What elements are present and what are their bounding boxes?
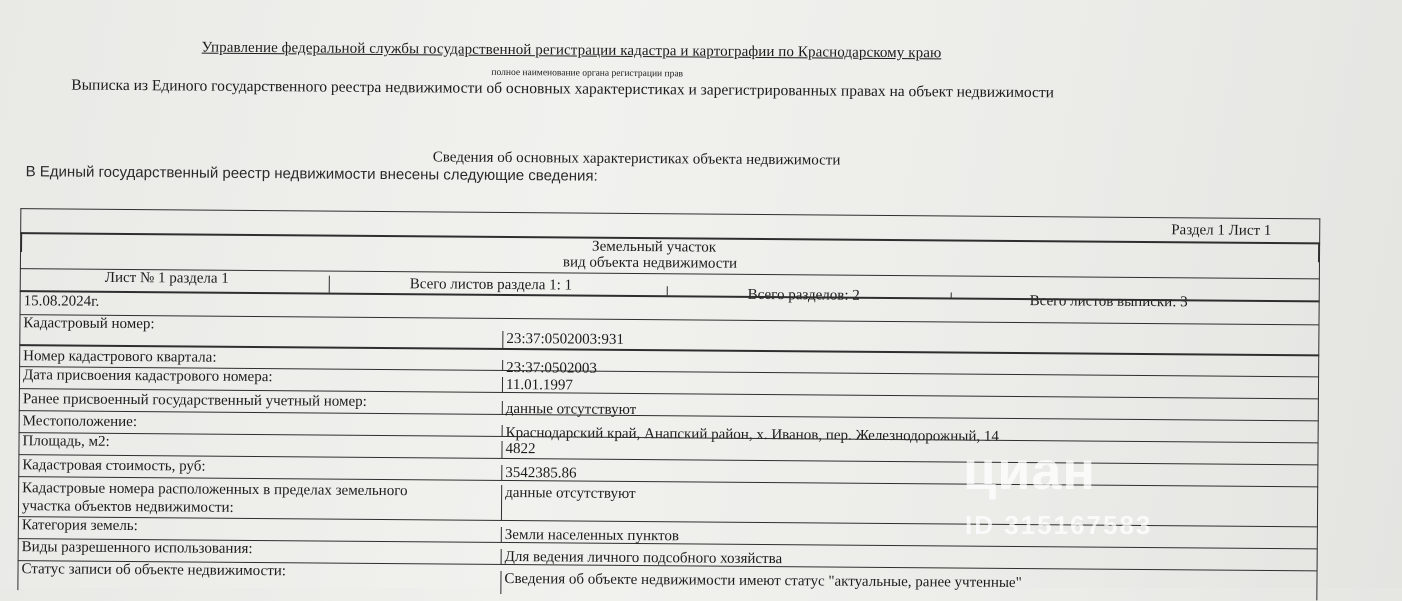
object-type-caption: вид объекта недвижимости	[562, 254, 738, 272]
listing-id: ID 315167583	[965, 510, 1153, 540]
row-label-line: участка объектов недвижимости:	[21, 498, 234, 516]
row-value: 3542385.86	[501, 465, 1323, 486]
extract-date: 15.08.2024г.	[23, 293, 100, 310]
section-sheet-label: Раздел 1 Лист 1	[1171, 222, 1272, 239]
row-label: Местоположение:	[22, 413, 138, 431]
row-label: Статус записи об объекте недвижимости:	[21, 561, 287, 580]
cadastral-number: 23:37:0502003:931	[502, 331, 1324, 354]
row-label	[19, 479, 502, 520]
total-sections: Всего разделов: 2	[667, 286, 1038, 298]
total-sheets-section: Всего листов раздела 1: 1	[329, 276, 750, 296]
row-label: Дата присвоения кадастрового номера:	[22, 367, 273, 386]
row-value: 23:37:0502003	[502, 360, 1324, 376]
organization-caption: полное наименование органа регистрации прав	[491, 67, 684, 80]
cian-logo: циан	[963, 441, 1097, 501]
row-label-line: Кадастровые номера расположенных в пределах земельного	[22, 480, 408, 500]
row-value: Земли населенных пунктов	[501, 527, 1323, 548]
section-title: Сведения об основных характеристиках объекта недвижимости	[432, 149, 841, 169]
row-value: 11.01.1997	[502, 377, 1324, 398]
row-value: данные отсутствуют	[501, 485, 1323, 526]
row-value: 4822	[501, 441, 1323, 464]
document-title: Выписка из Единого государственного реестра недвижимости об основных характеристиках и зарегистрированных правах на объект недвижимости	[71, 76, 1055, 102]
row-value: данные отсутствуют	[502, 401, 1324, 420]
row-value: Сведения об объекте недвижимости имеют статус "актуальные, ранее учтенные"	[500, 571, 1322, 600]
sheet-number: Лист № 1 раздела 1	[104, 269, 229, 287]
organization-name: Управление федеральной службы государственной регистрации кадастра и картографии по Краснодарскому краю	[201, 39, 942, 62]
object-type: Земельный участок	[592, 238, 717, 256]
row-label: Номер кадастрового квартала:	[23, 348, 217, 366]
row-label: Виды разрешенного использования:	[21, 539, 253, 558]
row-label: Категория земель:	[21, 517, 138, 535]
row-label: Кадастровый номер:	[23, 315, 155, 333]
row-value: Для ведения личного подсобного хозяйства	[501, 549, 1323, 570]
row-label: Площадь, м2:	[22, 433, 110, 450]
row-value: Краснодарский край, Анапский район, х. Иванов, пер. Железнодорожный, 14	[502, 425, 1324, 442]
total-sheets-extract: Всего листов выписки: 3	[951, 292, 1400, 301]
row-label: Кадастровая стоимость, руб:	[22, 457, 206, 475]
row-label: Ранее присвоенный государственный учетный номер:	[22, 391, 367, 410]
intro-text: В Единый государственный реестр недвижимости внесены следующие сведения:	[25, 163, 598, 185]
